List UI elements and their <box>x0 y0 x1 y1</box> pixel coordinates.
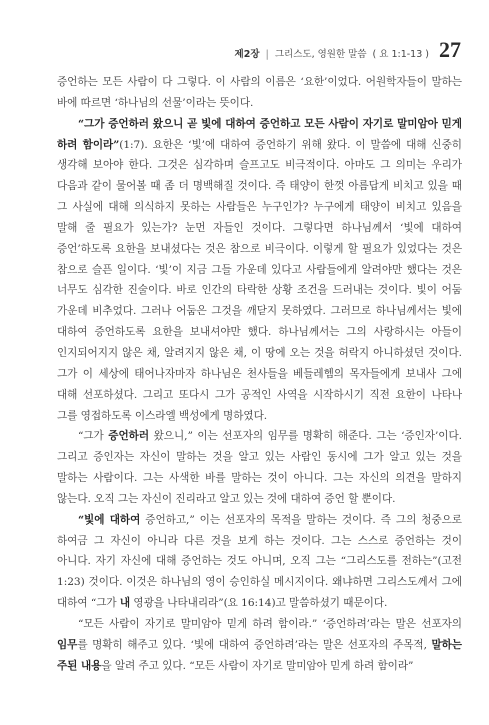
paragraph <box>57 72 462 114</box>
emphasized-text: 말하는 주된 내용 <box>57 638 462 672</box>
scripture-reference: ( 요 1:1-13 ) <box>372 49 429 60</box>
paragraph <box>57 510 462 614</box>
emphasized-text: 증언하러 <box>108 430 150 443</box>
body-text <box>57 72 462 676</box>
text-run: 증언하고,” 이는 선포자의 목적을 말하는 것이다. 즉 그의 청중으로 하여금 그 자신이 아니라 다른 것을 보게 하는 것이다. 그는 스스로 증언하는 것이 아니다. 자기 자신에 대해 증언하는 것도 아니며, 오직 그는 “그리스도를 전하는”(고전 1:23) 것이다. 이것은 하나님의 영이 승인하실 메시지이다. 왜냐하면 그리스도께서 그에 대하여 “그가 <box>57 513 462 610</box>
text-run: 를 명확히 해주고 있다. ‘빛에 대하여 증언하려’라는 말은 선포자의 주목적, <box>77 638 432 651</box>
text-run: “모든 사람이 자기로 말미암아 믿게 하려 함이라.” ‘증언하려’라는 말은 선포자의 <box>78 617 462 630</box>
text-run: (1:7). 요한은 ‘빛’에 대하여 증언하기 위해 왔다. 이 말씀에 대해 신중히 생각해 보아야 한다. 그것은 심각하며 슬프고도 비극적이다. 아마도 그 의미는 우리가 다음과 같이 물어볼 때 좀 더 명백해질 것이다. 즉 태양이 한껏 아름답게 비치고 있을 때 그 사실에 대해 의식하지 못하는 사람들은 누구인가? 누구에게 태양이 비치고 있음을 말해 줄 필요가 있는가? 눈먼 자들인 것이다. 그렇다면 하나님께서 ‘빛에 대하여 증언’하도록 요한을 보내셨다는 것은 참으로 비극이다. 이렇게 할 필요가 있었다는 것은 참으로 슬픈 일이다. ‘빛’이 지금 그들 가운데 있다고 사람들에게 알려야만 했다는 것은 너무도 심각한 진술이다. 바로 인간의 타락한 상황 조건을 드러내는 것이다. 빛이 어둠 가운데 비추었다. 그러나 어둠은 그것을 깨닫지 못하였다. 그러므로 하나님께서는 빛에 대하여 증언하도록 요한을 보내셔야만 했다. 하나님께서는 그의 사랑하시는 아들이 인지되어지지 않은 채, 알려지지 않은 채, 이 땅에 오는 것을 허락지 아니하셨던 것이다. 그가 이 세상에 태어나자마자 하나님은 천사들을 베들레헴의 목자들에게 보내사 그에 대해 선포하셨다. 그리고 또다시 그가 공적인 사역을 시작하시기 직전 요한이 나타나 그를 영접하도록 이스라엘 백성에게 명하였다. <box>57 138 462 422</box>
text-run: 영광을 나타내리라”(요 16:14)고 말씀하셨기 때문이다. <box>130 597 388 610</box>
text-run: 증언하는 모든 사람이 다 그렇다. 이 사람의 이름은 ‘요한’이었다. 어원학자들이 말하는 바에 따르면 ‘하나님의 선물’이라는 뜻이다. <box>57 76 462 109</box>
paragraph <box>57 114 462 427</box>
emphasized-text: 임무 <box>57 638 78 651</box>
header-separator: | <box>265 49 269 60</box>
page-number: 27 <box>439 37 461 62</box>
chapter-label: 제2장 <box>234 49 260 60</box>
paragraph <box>57 426 462 509</box>
emphasized-text: “빛에 대하여 <box>78 513 141 526</box>
emphasized-text: “그가 증언하러 왔으니 곧 빛에 대하여 증언하고 모든 사람이 자기로 말미암아 믿게 하려 함이라” <box>57 117 462 151</box>
paragraph <box>57 614 462 677</box>
chapter-title: 그리스도, 영원한 말씀 <box>274 49 367 60</box>
emphasized-text: 내 <box>119 597 131 610</box>
text-run: “그가 <box>78 430 109 443</box>
text-run: 왔으니,” 이는 선포자의 임무를 명확히 해준다. 그는 ‘증인자’이다. 그리고 증인자는 자신이 말하는 것을 알고 있는 사람인 동시에 그가 알고 있는 것을 말하는 사람이다. 그는 사색한 바를 말하는 것이 아니다. 그는 자신의 의견을 말하지 않는다. 오직 그는 자신이 진리라고 알고 있는 것에 대하여 증언 할 뿐이다. <box>57 430 462 505</box>
text-run: 을 알려 주고 있다. “모든 사람이 자기로 말미암아 믿게 하려 함이라” <box>101 659 414 672</box>
running-header <box>235 39 461 61</box>
